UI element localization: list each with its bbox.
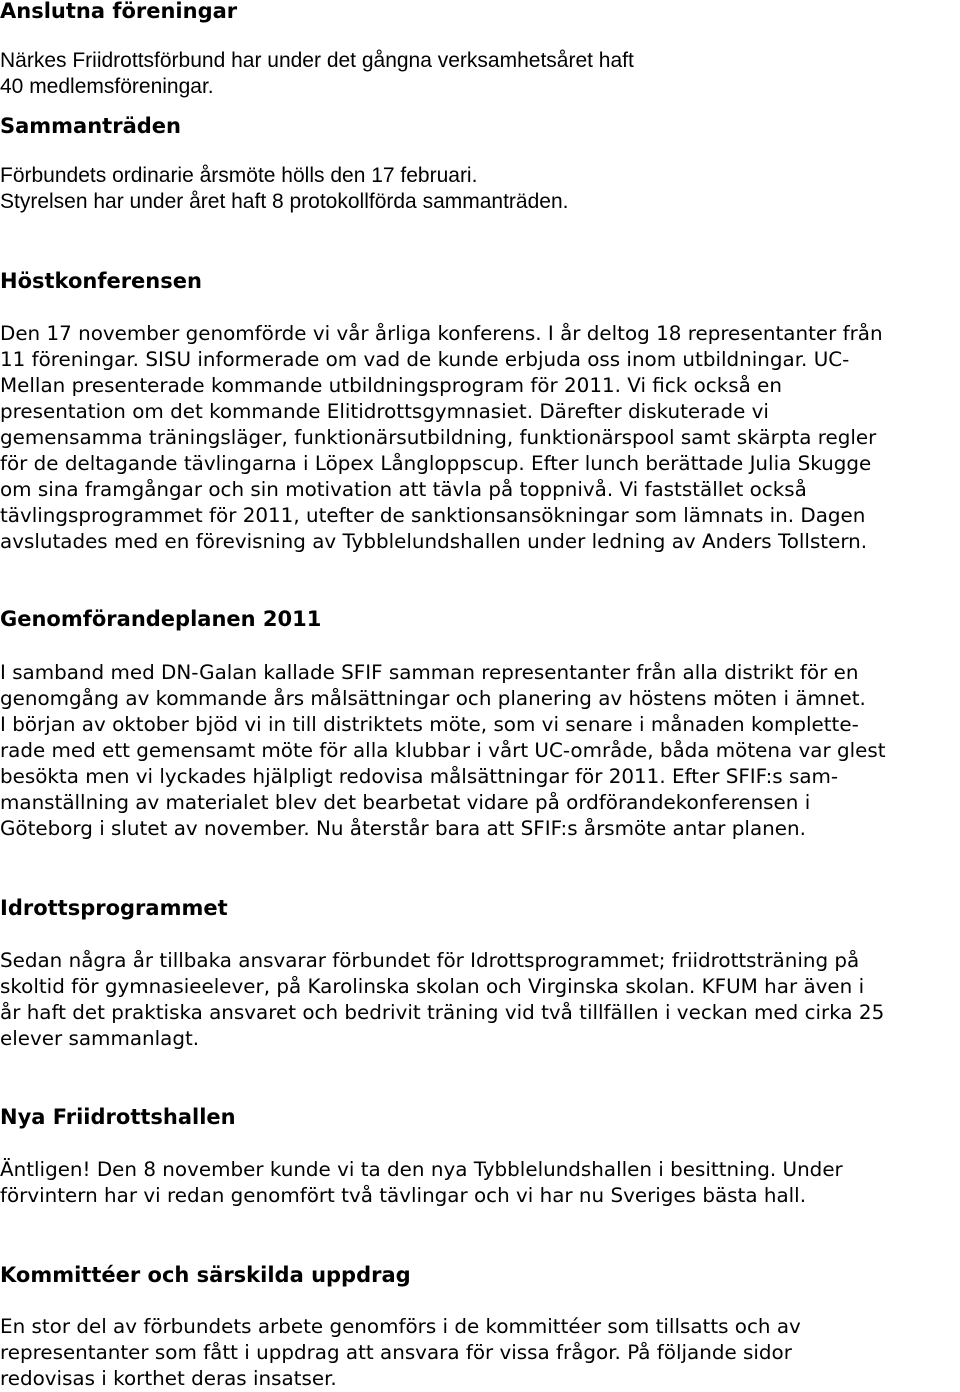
text-line: tävlingsprogrammet för 2011, utefter de sanktionsansökningar som lämnats in. Dagen [0,504,866,527]
text-line: gemensamma träningsläger, funktionärsutbildning, funktionärspool samt skärpta regler [0,426,877,449]
text-line: för de deltagande tävlingarna i Löpex Långloppscup. Efter lunch berättade Julia Skugge [0,452,872,475]
text-line: år haft det praktiska ansvaret och bedrivit träning vid två tillfällen i veckan med cirka 25 [0,1001,885,1024]
text-line: redovisas i korthet deras insatser. [0,1367,337,1390]
text-line: presentation om det kommande Elitidrottsgymnasiet. Därefter diskuterade vi [0,400,769,423]
section-heading-idrottsprogrammet: Idrottsprogrammet [0,896,228,920]
section-heading-hostkonferensen: Höstkonferensen [0,269,202,293]
text-line: Styrelsen har under året haft 8 protokollförda sammanträden. [0,190,569,213]
section-heading-sammantraden: Sammanträden [0,114,181,138]
text-line: genomgång av kommande års målsättningar och planering av höstens möten i ämnet. [0,687,866,710]
text-line: Äntligen! Den 8 november kunde vi ta den nya Tybblelundshallen i besittning. Under [0,1158,843,1181]
text-line: manställning av materialet blev det bearbetat vidare på ordförandekonferensen i [0,791,811,814]
text-line: Närkes Friidrottsförbund har under det gångna verksamhetsåret haft [0,49,634,72]
text-line: Göteborg i slutet av november. Nu återstår bara att SFIF:s årsmöte antar planen. [0,817,806,840]
text-line: Den 17 november genomförde vi vår årliga konferens. I år deltog 18 representanter från [0,322,883,345]
section-body-hostkonferensen [0,321,883,555]
text-line: skoltid för gymnasieelever, på Karolinska skolan och Virginska skolan. KFUM har även i [0,975,865,998]
text-line: Förbundets ordinarie årsmöte hölls den 17 februari. [0,164,478,187]
text-line: 11 föreningar. SISU informerade om vad de kunde erbjuda oss inom utbildningar. UC- [0,348,850,371]
text-line: besökta men vi lyckades hjälpligt redovisa målsättningar för 2011. Efter SFIF:s sam- [0,765,839,788]
section-body-anslutna-foreningar [0,48,634,100]
section-body-idrottsprogrammet [0,948,884,1052]
section-heading-genomforandeplanen: Genomförandeplanen 2011 [0,607,322,631]
text-line: 40 medlemsföreningar. [0,75,214,98]
text-line: rade med ett gemensamt möte för alla klubbar i vårt UC-område, båda mötena var glest [0,739,886,762]
text-line: förvintern har vi redan genomfört två tävlingar och vi har nu Sveriges bästa hall. [0,1184,807,1207]
section-heading-nya-friidrottshallen: Nya Friidrottshallen [0,1105,236,1129]
text-line: avslutades med en förevisning av Tybblelundshallen under ledning av Anders Tollstern. [0,530,868,553]
section-body-nya-friidrottshallen [0,1157,843,1209]
text-line: En stor del av förbundets arbete genomförs i de kommittéer som tillsatts och av [0,1315,801,1338]
section-body-genomforandeplanen [0,660,886,842]
text-line: om sina framgångar och sin motivation att tävla på toppnivå. Vi faststället också [0,478,807,501]
text-line: representanter som fått i uppdrag att ansvara för vissa frågor. På följande sidor [0,1341,792,1364]
section-body-kommitteer [0,1314,801,1392]
text-line: Mellan presenterade kommande utbildningsprogram för 2011. Vi fick också en [0,374,782,397]
text-line: elever sammanlagt. [0,1027,200,1050]
text-line: I början av oktober bjöd vi in till distriktets möte, som vi senare i månaden komplette- [0,713,859,736]
section-heading-kommitteer: Kommittéer och särskilda uppdrag [0,1263,411,1287]
text-line: I samband med DN-Galan kallade SFIF samman representanter från alla distrikt för en [0,661,859,684]
section-body-sammantraden [0,163,568,215]
section-heading-anslutna-foreningar: Anslutna föreningar [0,0,238,23]
text-line: Sedan några år tillbaka ansvarar förbundet för Idrottsprogrammet; friidrottsträning på [0,949,860,972]
